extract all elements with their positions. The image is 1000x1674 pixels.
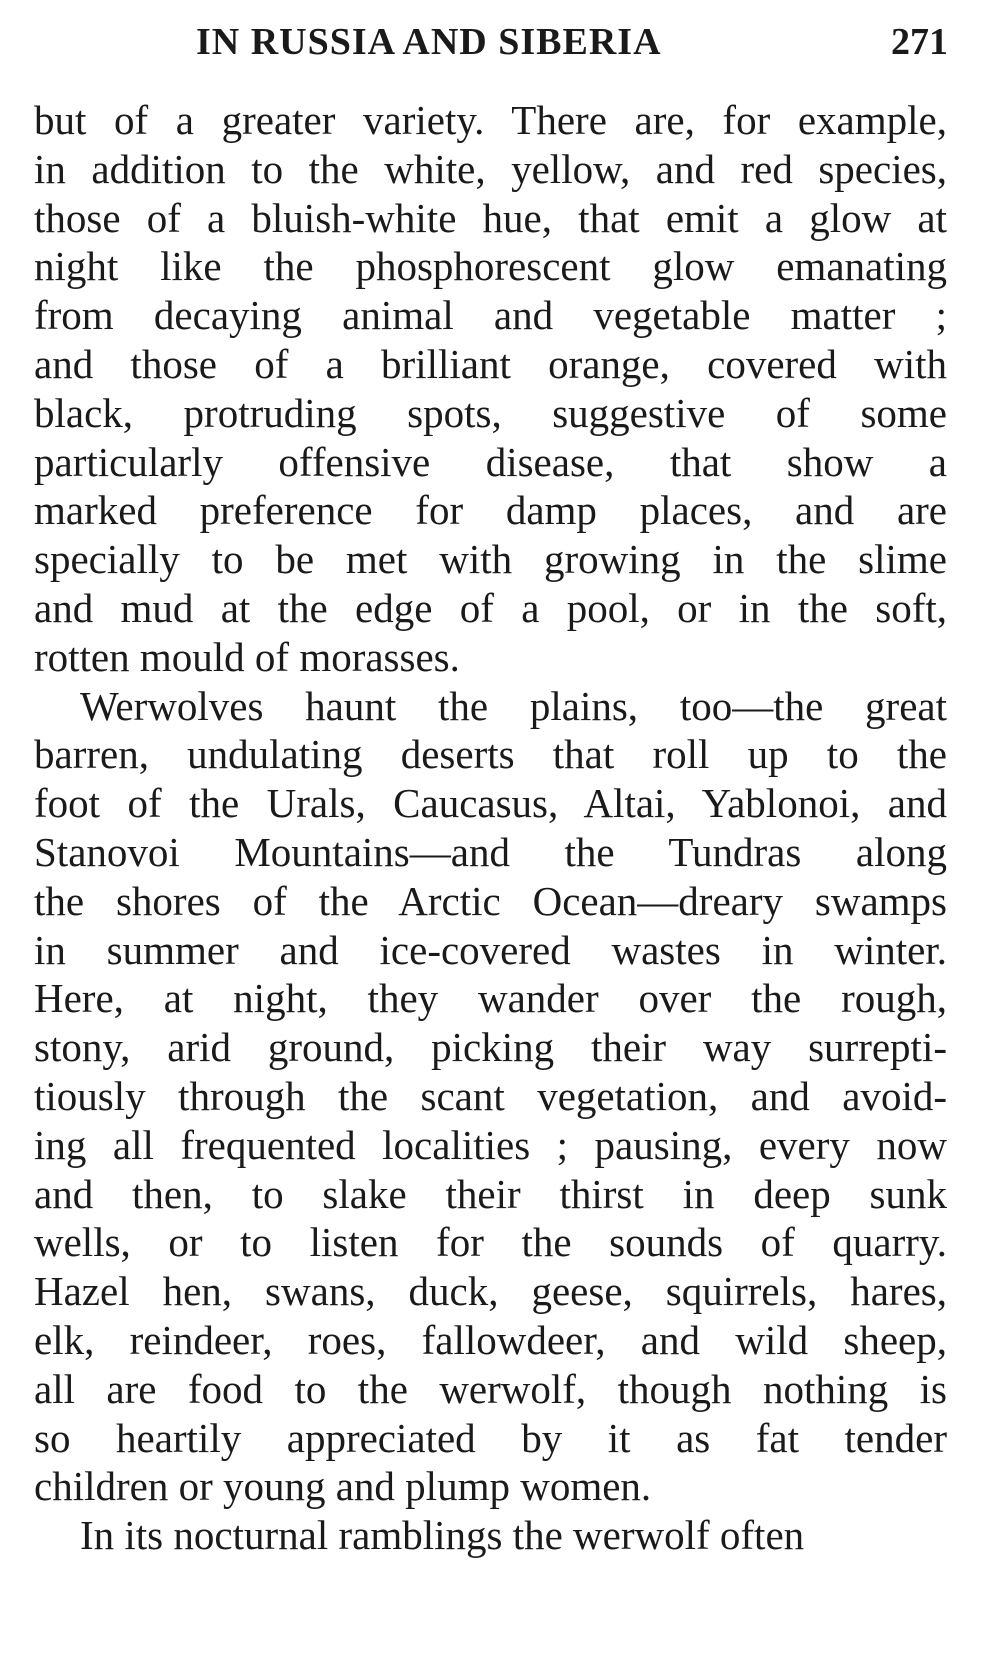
text-line: but of a greater variety. There are, for example, <box>34 97 947 143</box>
text-line: in addition to the white, yellow, and red species, <box>34 145 947 192</box>
text-line: children or young and plump women. <box>34 1463 652 1510</box>
text-line: Werwolves haunt the plains, too—the great <box>80 682 947 729</box>
text-line: in summer and ice-covered wastes in winter. <box>34 926 947 973</box>
text-line: In its nocturnal ramblings the werwolf often <box>80 1512 805 1559</box>
paragraph <box>34 1511 947 1560</box>
text-line: barren, undulating deserts that roll up to the <box>34 731 947 778</box>
text-line: marked preference for damp places, and are <box>34 487 947 534</box>
text-line: particularly offensive disease, that show a <box>34 438 947 485</box>
body-text <box>34 96 947 1560</box>
text-line: specially to be met with growing in the slime <box>34 536 947 583</box>
text-line: so heartily appreciated by it as fat tender <box>34 1414 947 1461</box>
text-line: Stanovoi Mountains—and the Tundras along <box>34 828 947 875</box>
text-line: and then, to slake their thirst in deep sunk <box>34 1170 947 1217</box>
text-line: all are food to the werwolf, though nothing is <box>34 1365 947 1412</box>
page-number: 271 <box>891 21 948 63</box>
text-line: Here, at night, they wander over the rough, <box>34 975 947 1022</box>
text-line: and those of a brilliant orange, covered with <box>34 340 947 387</box>
running-head <box>0 18 1000 78</box>
text-line: and mud at the edge of a pool, or in the soft, <box>34 584 947 631</box>
text-line: rotten mould of morasses. <box>34 633 460 680</box>
text-line: the shores of the Arctic Ocean—dreary swamps <box>34 877 947 924</box>
text-line: black, protruding spots, suggestive of some <box>34 389 947 436</box>
text-line: foot of the Urals, Caucasus, Altai, Yablonoi, and <box>34 780 947 827</box>
text-line: elk, reindeer, roes, fallowdeer, and wild sheep, <box>34 1316 947 1363</box>
text-line: from decaying animal and vegetable matter ; <box>34 292 947 339</box>
text-line: ing all frequented localities ; pausing, every now <box>34 1121 947 1168</box>
text-line: stony, arid ground, picking their way surrepti- <box>34 1024 947 1071</box>
text-line: Hazel hen, swans, duck, geese, squirrels, hares, <box>34 1268 947 1315</box>
text-line: night like the phosphorescent glow emanating <box>34 243 947 290</box>
text-line: tiously through the scant vegetation, and avoid- <box>34 1072 947 1119</box>
text-line: those of a bluish-white hue, that emit a glow at <box>34 194 947 241</box>
running-title: IN RUSSIA AND SIBERIA <box>196 21 662 63</box>
paragraph <box>34 682 947 1512</box>
text-line: wells, or to listen for the sounds of quarry. <box>34 1219 947 1266</box>
paragraph <box>34 96 947 682</box>
